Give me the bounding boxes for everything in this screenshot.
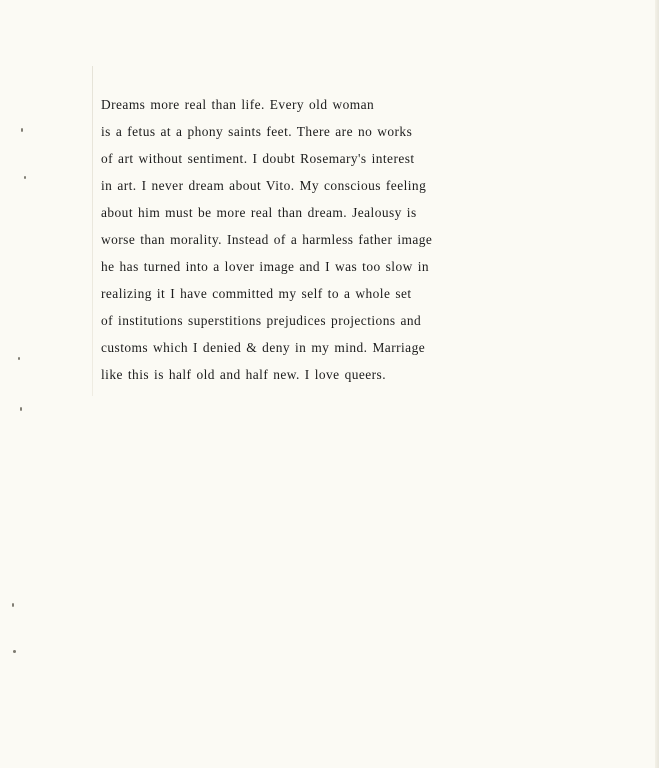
speck-mark — [24, 176, 26, 179]
text-line: of institutions superstitions prejudices projections and — [101, 313, 422, 328]
text-line: is a fetus at a phony saints feet. There are no works — [101, 124, 413, 139]
margin-rule — [92, 66, 93, 396]
typed-text-block — [101, 91, 521, 388]
text-line: worse than morality. Instead of a harmless father image — [101, 232, 433, 247]
text-line: of art without sentiment. I doubt Rosemary's interest — [101, 151, 415, 166]
text-line: customs which I denied & deny in my mind. Marriage — [101, 340, 426, 355]
speck-mark — [12, 603, 14, 607]
speck-mark — [18, 357, 20, 360]
speck-mark — [13, 650, 16, 653]
text-line: Dreams more real than life. Every old woman — [101, 97, 375, 112]
text-line: he has turned into a lover image and I was too slow in — [101, 259, 430, 274]
page-edge-shadow — [655, 0, 659, 768]
speck-mark — [20, 407, 22, 411]
text-line: about him must be more real than dream. Jealousy is — [101, 205, 417, 220]
text-line: in art. I never dream about Vito. My conscious feeling — [101, 178, 427, 193]
text-line: realizing it I have committed my self to a whole set — [101, 286, 412, 301]
speck-mark — [21, 128, 23, 132]
text-line: like this is half old and half new. I love queers. — [101, 367, 387, 382]
